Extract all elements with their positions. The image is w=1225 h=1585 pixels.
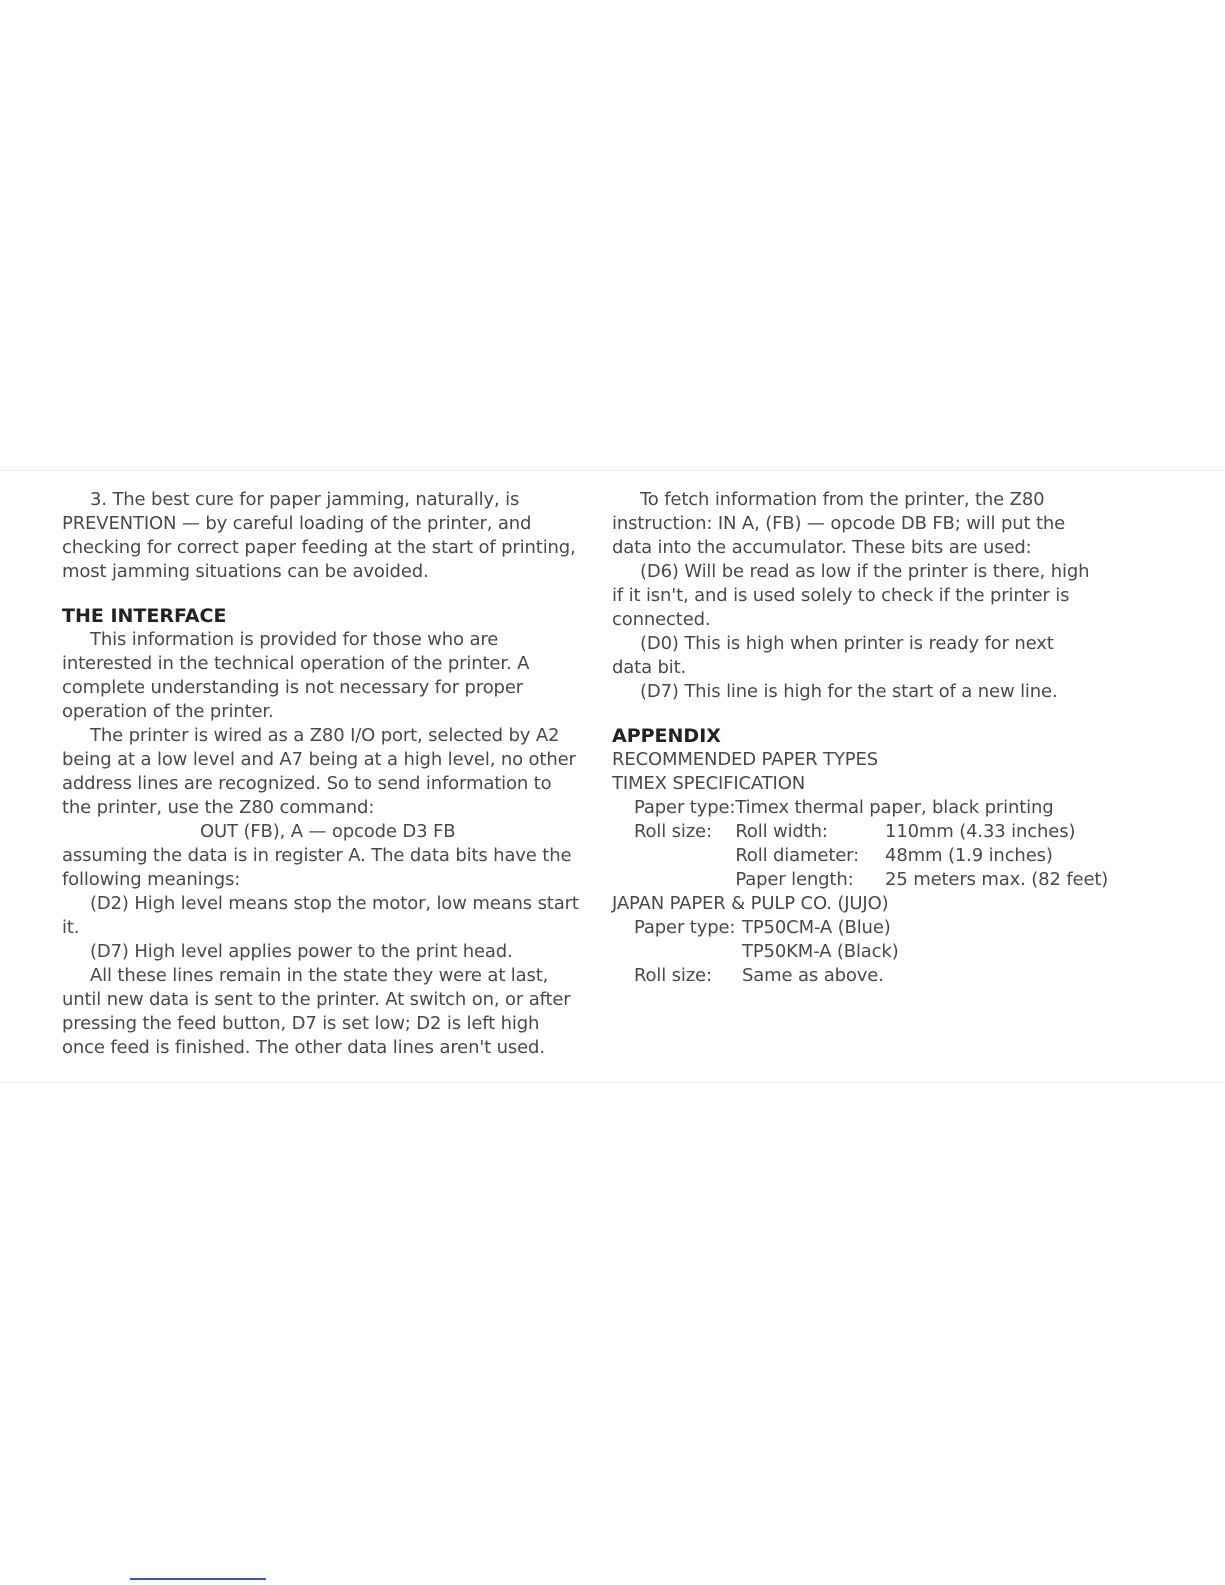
spec-sublabel: Roll width: bbox=[735, 821, 828, 842]
heading-appendix: APPENDIX bbox=[612, 725, 721, 747]
para-info: This information is provided for those who are interested in the technical operation of the printer. A complete understanding is not necessary for proper operation of the printer. bbox=[62, 629, 530, 722]
spec-value: 25 meters max. (82 feet) bbox=[885, 869, 1109, 890]
spec-label: Paper type: bbox=[634, 797, 736, 818]
spec-value: 110mm (4.33 inches) bbox=[885, 821, 1076, 842]
timex-spec-table bbox=[634, 796, 1108, 892]
bit-d6: (D6) Will be read as low if the printer is there, high if it isn't, and is used solely to check if the printer is connected. bbox=[612, 561, 1090, 630]
spec-row bbox=[634, 940, 899, 964]
spec-value: Same as above. bbox=[742, 965, 884, 986]
bit-d2: (D2) High level means stop the motor, low means start it. bbox=[62, 893, 579, 938]
bit-d7-left: (D7) High level applies power to the print head. bbox=[90, 941, 513, 962]
spec-row bbox=[634, 796, 1108, 820]
spec-value: Timex thermal paper, black printing bbox=[735, 797, 1054, 818]
recommended-paper-types: RECOMMENDED PAPER TYPES bbox=[612, 749, 878, 770]
right-column bbox=[612, 488, 1109, 988]
bottom-link-underline bbox=[130, 1578, 266, 1580]
scan-edge-bottom bbox=[0, 1082, 1225, 1083]
spec-sublabel: Roll diameter: bbox=[735, 845, 860, 866]
spec-value: TP50KM-A (Black) bbox=[742, 941, 899, 962]
para-wired: The printer is wired as a Z80 I/O port, selected by A2 being at a low level and A7 being at a high level, no other address lines are recognized. So to send information to the printer, use the Z80 command: bbox=[62, 725, 576, 818]
bit-d0: (D0) This is high when printer is ready for next data bit. bbox=[612, 633, 1054, 678]
jujo-spec-table bbox=[634, 916, 899, 988]
left-column bbox=[62, 488, 582, 1060]
japan-paper-heading: JAPAN PAPER & PULP CO. (JUJO) bbox=[612, 893, 889, 914]
z80-out-command: OUT (FB), A — opcode D3 FB bbox=[200, 821, 456, 842]
scan-edge-top bbox=[0, 470, 1225, 471]
spec-label: Paper type: bbox=[634, 917, 736, 938]
spec-row bbox=[634, 868, 1108, 892]
bit-d7-right: (D7) This line is high for the start of a new line. bbox=[640, 681, 1058, 702]
spec-row bbox=[634, 916, 899, 940]
para-fetch: To fetch information from the printer, the Z80 instruction: IN A, (FB) — opcode DB FB; will put the data into the accumulator. These bits are used: bbox=[612, 489, 1066, 558]
spec-row bbox=[634, 964, 899, 988]
spec-value: TP50CM-A (Blue) bbox=[742, 917, 891, 938]
spec-row bbox=[634, 820, 1108, 844]
para-all-lines: All these lines remain in the state they were at last, until new data is sent to the printer. At switch on, or after pressing the feed button, D7 is set low; D2 is left high once feed is finished. The other data lines aren't used. bbox=[62, 965, 571, 1058]
spec-label: Roll size: bbox=[634, 821, 712, 842]
spec-sublabel: Paper length: bbox=[735, 869, 854, 890]
spec-label: Roll size: bbox=[634, 965, 712, 986]
para-assuming: assuming the data is in register A. The data bits have the following meanings: bbox=[62, 845, 572, 890]
spec-row bbox=[634, 844, 1108, 868]
spec-value: 48mm (1.9 inches) bbox=[885, 845, 1053, 866]
para-prevention: 3. The best cure for paper jamming, naturally, is PREVENTION — by careful loading of the printer, and checking for correct paper feeding at the start of printing, most jamming situations can be avoided. bbox=[62, 489, 576, 582]
timex-specification: TIMEX SPECIFICATION bbox=[612, 773, 806, 794]
heading-interface: THE INTERFACE bbox=[62, 605, 227, 627]
